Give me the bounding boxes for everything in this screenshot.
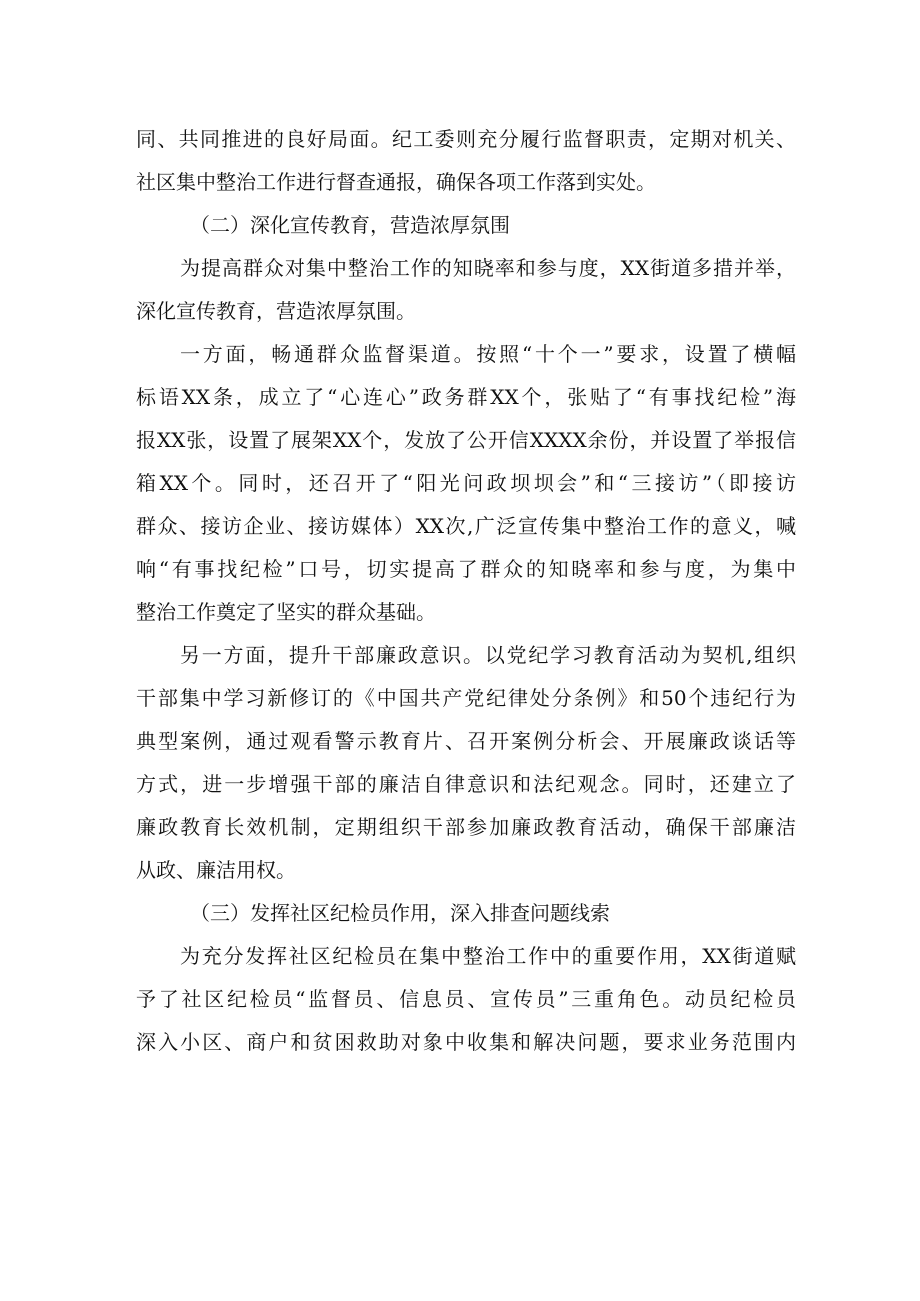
paragraph-line: 为提高群众对集中整治工作的知晓率和参与度，XX街道多措并举，	[180, 256, 796, 280]
paragraph-line: 群众、接访企业、接访媒体）XX次,广泛宣传集中整治工作的意义，喊	[136, 514, 796, 538]
paragraph-line: 深入小区、商户和贫困救助对象中收集和解决问题，要求业务范围内	[136, 1030, 796, 1054]
paragraph-line: 典型案例，通过观看警示教育片、召开案例分析会、开展廉政谈话等	[136, 729, 796, 753]
paragraph-line: 予了社区纪检员“监督员、信息员、宣传员”三重角色。动员纪检员	[136, 987, 796, 1011]
paragraph-line: 整治工作奠定了坚实的群众基础。	[136, 600, 436, 624]
paragraph-line: 同、共同推进的良好局面。纪工委则充分履行监督职责，定期对机关、	[136, 127, 796, 151]
paragraph-line: 方式，进一步增强干部的廉洁自律意识和法纪观念。同时，还建立了	[136, 772, 796, 796]
paragraph-line: 廉政教育长效机制，定期组织干部参加廉政教育活动，确保干部廉洁	[136, 815, 796, 839]
paragraph-line: 另一方面，提升干部廉政意识。以党纪学习教育活动为契机,组织	[180, 643, 796, 667]
paragraph-line: 箱XX个。同时，还召开了“阳光问政坝坝会”和“三接访”（即接访	[136, 471, 796, 495]
paragraph-line: 报XX张，设置了展架XX个，发放了公开信XXXX余份，并设置了举报信	[136, 428, 796, 452]
section-heading-2: （二）深化宣传教育，营造浓厚氛围	[190, 213, 510, 237]
paragraph-line: 社区集中整治工作进行督查通报，确保各项工作落到实处。	[136, 170, 656, 194]
paragraph-line: 标语XX条，成立了“心连心”政务群XX个，张贴了“有事找纪检”海	[136, 385, 796, 409]
paragraph-line: 响“有事找纪检”口号，切实提高了群众的知晓率和参与度，为集中	[136, 557, 796, 581]
paragraph-line: 深化宣传教育，营造浓厚氛围。	[136, 299, 416, 323]
paragraph-line: 从政、廉洁用权。	[136, 858, 296, 882]
paragraph-line: 为充分发挥社区纪检员在集中整治工作中的重要作用，XX街道赋	[180, 944, 796, 968]
section-heading-3: （三）发挥社区纪检员作用，深入排查问题线索	[190, 901, 610, 925]
document-body	[136, 118, 796, 1064]
paragraph-line: 一方面，畅通群众监督渠道。按照“十个一”要求，设置了横幅	[180, 342, 796, 366]
paragraph-line: 干部集中学习新修订的《中国共产党纪律处分条例》和50个违纪行为	[136, 686, 796, 710]
